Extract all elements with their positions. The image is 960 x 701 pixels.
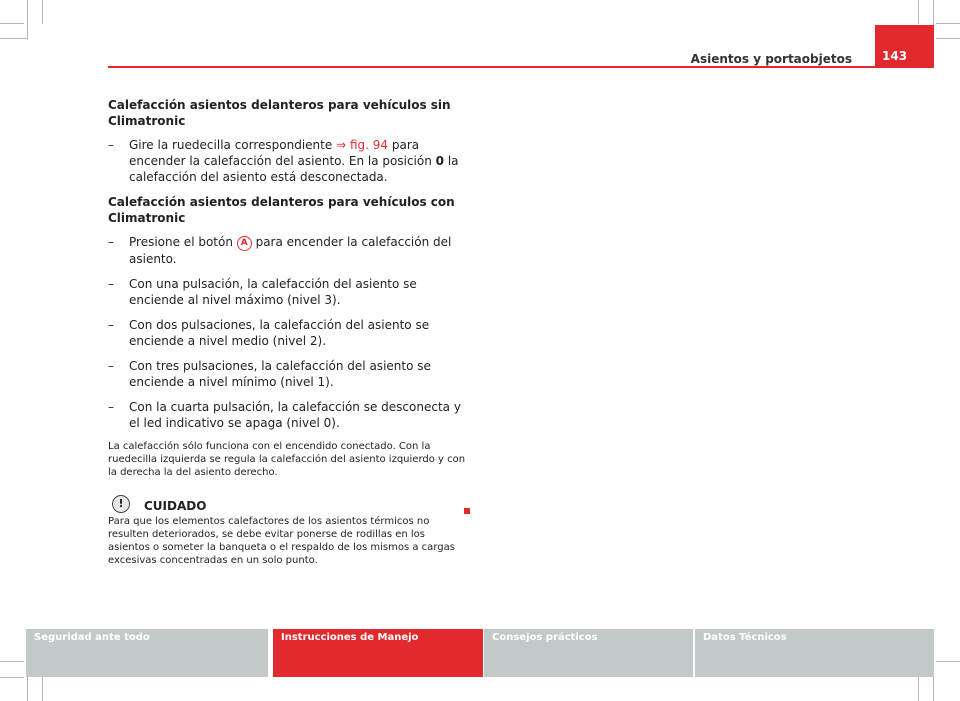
list-dash: –: [108, 138, 114, 152]
crop-mark: [42, 0, 43, 24]
list-dash: –: [108, 235, 114, 249]
crop-mark: [27, 0, 28, 40]
section-heading: Calefacción asientos delanteros para vehículos con Climatronic: [108, 195, 455, 225]
footer-tab-consejos[interactable]: [484, 629, 693, 677]
crop-mark: [0, 23, 24, 24]
info-note: La calefacción sólo funciona con el encendido conectado. Con la ruedecilla izquierda se regula la calefacción del asiento izquierdo y con la derecha la del asiento derecho.: [108, 441, 466, 478]
list-item-text: Con tres pulsaciones, la calefacción del asiento se enciende a nivel mínimo (nivel 1).: [129, 359, 431, 389]
text-run: para encender la calefacción del asiento.: [129, 235, 452, 266]
crop-mark: [936, 23, 960, 24]
crop-mark: [0, 677, 24, 678]
list-item-text: [129, 234, 468, 267]
text-run: Presione el botón: [129, 235, 237, 249]
list-dash: –: [108, 277, 114, 291]
footer-tab-instrucciones[interactable]: [273, 629, 483, 677]
list-item-text: Con la cuarta pulsación, la calefacción se desconecta y el led indicativo se apaga (nivel 0).: [129, 400, 461, 430]
list-dash: –: [108, 318, 114, 332]
list-item: [108, 399, 468, 431]
page-number-box: [875, 25, 934, 66]
list-dash: –: [108, 359, 114, 373]
footer-tab-seguridad[interactable]: [26, 629, 268, 677]
crop-mark: [0, 661, 24, 662]
button-a-badge-icon: A: [237, 236, 252, 251]
list-item: [108, 276, 468, 308]
text-run: Gire la ruedecilla correspondiente: [129, 138, 337, 152]
crop-mark: [918, 0, 919, 24]
crop-mark: [918, 677, 919, 701]
main-content: [108, 97, 468, 567]
crop-mark: [936, 38, 960, 39]
crop-mark: [0, 38, 27, 39]
list-item: [108, 317, 468, 349]
section-heading: Calefacción asientos delanteros para vehículos sin Climatronic: [108, 98, 451, 128]
caution-text: Para que los elementos calefactores de los asientos térmicos no resulten deteriorados, se debe evitar ponerse de rodillas en los asientos o someter la banqueta o el respaldo de los mismos a cargas excesivas concentradas en un solo punto.: [108, 516, 455, 566]
list-item-text: [129, 137, 468, 185]
list-dash: –: [108, 400, 114, 414]
warning-icon: !: [112, 495, 130, 513]
list-item-text: Con una pulsación, la calefacción del asiento se enciende al nivel máximo (nivel 3).: [129, 277, 417, 307]
text-run: la calefacción del asiento está desconectada.: [129, 154, 459, 184]
footer-tab-label: Datos Técnicos: [703, 632, 787, 643]
list-item: [108, 234, 468, 267]
page-header-title: Asientos y portaobjetos: [690, 52, 852, 66]
footer-tab-datos[interactable]: [695, 629, 934, 677]
caution-header: [108, 495, 468, 513]
list-item: [108, 137, 468, 185]
position-value: 0: [435, 154, 445, 168]
text-run: para encender la calefacción del asiento. En la posición: [129, 138, 436, 168]
caution-title: CUIDADO: [144, 499, 207, 513]
footer-tab-label: Consejos prácticos: [492, 632, 598, 643]
figure-reference-link[interactable]: ⇒ fig. 94: [336, 138, 389, 152]
crop-mark: [936, 661, 960, 662]
footer-tab-label: Seguridad ante todo: [34, 632, 150, 643]
crop-mark: [42, 677, 43, 701]
footer-tab-label: Instrucciones de Manejo: [281, 632, 419, 643]
list-item: [108, 358, 468, 390]
header-rule: [108, 66, 934, 68]
list-item-text: Con dos pulsaciones, la calefacción del asiento se enciende a nivel medio (nivel 2).: [129, 318, 430, 348]
page-number: 143: [882, 49, 908, 63]
section-end-marker: [464, 508, 470, 514]
